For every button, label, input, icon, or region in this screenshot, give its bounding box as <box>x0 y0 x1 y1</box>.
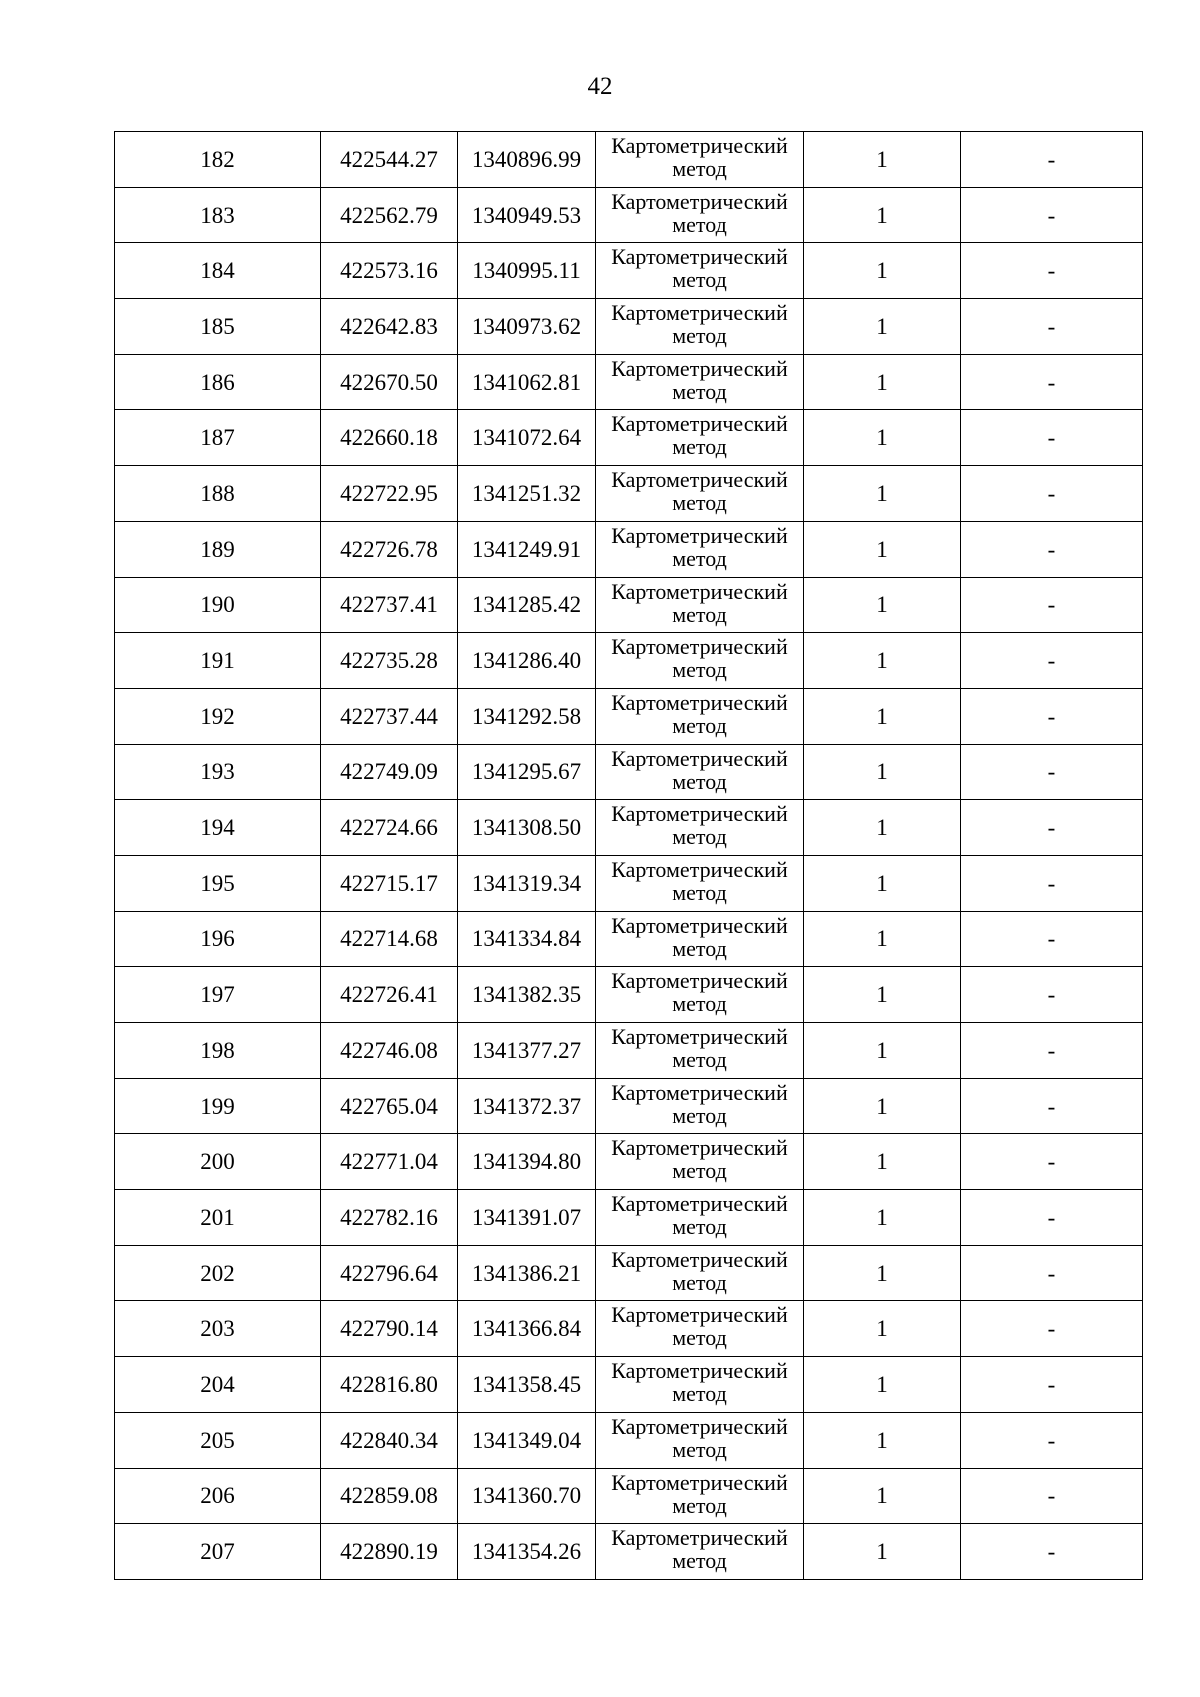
y-coordinate-cell: 1341354.26 <box>458 1524 596 1580</box>
method-line-2: метод <box>672 490 727 516</box>
accuracy-cell: 1 <box>804 466 961 522</box>
table-row <box>115 354 1143 410</box>
accuracy-cell: 1 <box>804 243 961 299</box>
method-line-2: метод <box>672 935 727 961</box>
method-line-2: метод <box>672 323 727 349</box>
accuracy-cell: 1 <box>804 1078 961 1134</box>
method-line-2: метод <box>672 1436 727 1462</box>
x-coordinate-cell: 422796.64 <box>321 1245 458 1301</box>
point-number-cell: 198 <box>115 1023 321 1079</box>
x-coordinate-cell: 422724.66 <box>321 800 458 856</box>
accuracy-cell: 1 <box>804 633 961 689</box>
y-coordinate-cell: 1341386.21 <box>458 1245 596 1301</box>
y-coordinate-cell: 1341251.32 <box>458 466 596 522</box>
method-line-2: метод <box>672 1158 727 1184</box>
y-coordinate-cell: 1341366.84 <box>458 1301 596 1357</box>
method-line-1: Картометрический <box>611 300 788 326</box>
page-number: 42 <box>587 73 613 100</box>
x-coordinate-cell: 422642.83 <box>321 299 458 355</box>
method-line-1: Картометрический <box>611 634 788 660</box>
method-line-1: Картометрический <box>611 411 788 437</box>
x-coordinate-cell: 422715.17 <box>321 855 458 911</box>
note-cell: - <box>961 744 1143 800</box>
table-row <box>115 1078 1143 1134</box>
note-cell: - <box>961 1412 1143 1468</box>
method-cell <box>596 1023 804 1079</box>
method-line-1: Картометрический <box>611 1191 788 1217</box>
y-coordinate-cell: 1341358.45 <box>458 1357 596 1413</box>
method-line-1: Картометрический <box>611 856 788 882</box>
method-line-1: Картометрический <box>611 1079 788 1105</box>
note-cell: - <box>961 855 1143 911</box>
coordinates-table-body <box>115 132 1143 1580</box>
point-number-cell: 200 <box>115 1134 321 1190</box>
method-line-1: Картометрический <box>611 355 788 381</box>
x-coordinate-cell: 422890.19 <box>321 1524 458 1580</box>
note-cell: - <box>961 1524 1143 1580</box>
y-coordinate-cell: 1341360.70 <box>458 1468 596 1524</box>
accuracy-cell: 1 <box>804 299 961 355</box>
accuracy-cell: 1 <box>804 1412 961 1468</box>
method-line-2: метод <box>672 657 727 683</box>
method-cell <box>596 577 804 633</box>
method-line-1: Картометрический <box>611 1413 788 1439</box>
note-cell: - <box>961 688 1143 744</box>
note-cell: - <box>961 1468 1143 1524</box>
method-cell <box>596 855 804 911</box>
method-line-1: Картометрический <box>611 133 788 158</box>
method-cell <box>596 299 804 355</box>
point-number-cell: 182 <box>115 132 321 188</box>
accuracy-cell: 1 <box>804 855 961 911</box>
table-row <box>115 688 1143 744</box>
point-number-cell: 185 <box>115 299 321 355</box>
method-line-1: Картометрический <box>611 1358 788 1384</box>
method-cell <box>596 633 804 689</box>
y-coordinate-cell: 1340896.99 <box>458 132 596 188</box>
point-number-cell: 191 <box>115 633 321 689</box>
method-line-2: метод <box>672 1325 727 1351</box>
table-row <box>115 410 1143 466</box>
method-cell <box>596 187 804 243</box>
accuracy-cell: 1 <box>804 688 961 744</box>
table-row <box>115 1357 1143 1413</box>
note-cell: - <box>961 1245 1143 1301</box>
table-row <box>115 1023 1143 1079</box>
accuracy-cell: 1 <box>804 577 961 633</box>
note-cell: - <box>961 1357 1143 1413</box>
table-row <box>115 633 1143 689</box>
point-number-cell: 204 <box>115 1357 321 1413</box>
y-coordinate-cell: 1341072.64 <box>458 410 596 466</box>
method-line-1: Картометрический <box>611 912 788 938</box>
y-coordinate-cell: 1341292.58 <box>458 688 596 744</box>
note-cell: - <box>961 354 1143 410</box>
method-cell <box>596 410 804 466</box>
x-coordinate-cell: 422737.44 <box>321 688 458 744</box>
method-line-2: метод <box>672 1047 727 1072</box>
table-row <box>115 1190 1143 1246</box>
accuracy-cell: 1 <box>804 800 961 856</box>
table-row <box>115 911 1143 967</box>
method-line-2: метод <box>672 1492 727 1518</box>
x-coordinate-cell: 422714.68 <box>321 911 458 967</box>
table-row <box>115 744 1143 800</box>
y-coordinate-cell: 1341062.81 <box>458 354 596 410</box>
point-number-cell: 186 <box>115 354 321 410</box>
note-cell: - <box>961 1190 1143 1246</box>
table-row <box>115 466 1143 522</box>
method-line-2: метод <box>672 879 727 905</box>
method-line-2: метод <box>672 1381 727 1407</box>
method-cell <box>596 1468 804 1524</box>
method-line-2: метод <box>672 211 727 237</box>
x-coordinate-cell: 422544.27 <box>321 132 458 188</box>
x-coordinate-cell: 422782.16 <box>321 1190 458 1246</box>
method-cell <box>596 967 804 1023</box>
table-row <box>115 187 1143 243</box>
accuracy-cell: 1 <box>804 354 961 410</box>
x-coordinate-cell: 422737.41 <box>321 577 458 633</box>
method-line-2: метод <box>672 1548 727 1574</box>
x-coordinate-cell: 422771.04 <box>321 1134 458 1190</box>
accuracy-cell: 1 <box>804 132 961 188</box>
point-number-cell: 203 <box>115 1301 321 1357</box>
method-cell <box>596 1412 804 1468</box>
table-row <box>115 855 1143 911</box>
table-row <box>115 1134 1143 1190</box>
note-cell: - <box>961 243 1143 299</box>
method-line-1: Картометрический <box>611 968 788 994</box>
method-cell <box>596 1245 804 1301</box>
point-number-cell: 205 <box>115 1412 321 1468</box>
method-cell <box>596 243 804 299</box>
method-line-1: Картометрический <box>611 1525 788 1551</box>
table-row <box>115 299 1143 355</box>
x-coordinate-cell: 422840.34 <box>321 1412 458 1468</box>
point-number-cell: 187 <box>115 410 321 466</box>
method-cell <box>596 1301 804 1357</box>
accuracy-cell: 1 <box>804 1245 961 1301</box>
note-cell: - <box>961 466 1143 522</box>
table-row <box>115 132 1143 188</box>
point-number-cell: 206 <box>115 1468 321 1524</box>
method-line-1: Картометрический <box>611 1469 788 1495</box>
method-line-1: Картометрический <box>611 467 788 493</box>
coordinates-table <box>114 131 1143 1580</box>
x-coordinate-cell: 422660.18 <box>321 410 458 466</box>
method-line-1: Картометрический <box>611 801 788 827</box>
accuracy-cell: 1 <box>804 1301 961 1357</box>
accuracy-cell: 1 <box>804 1134 961 1190</box>
point-number-cell: 197 <box>115 967 321 1023</box>
y-coordinate-cell: 1341372.37 <box>458 1078 596 1134</box>
method-cell <box>596 521 804 577</box>
method-line-1: Картометрический <box>611 522 788 548</box>
table-row <box>115 1301 1143 1357</box>
method-line-1: Картометрический <box>611 745 788 771</box>
y-coordinate-cell: 1341286.40 <box>458 633 596 689</box>
point-number-cell: 196 <box>115 911 321 967</box>
x-coordinate-cell: 422790.14 <box>321 1301 458 1357</box>
method-cell <box>596 911 804 967</box>
table-row <box>115 1468 1143 1524</box>
note-cell: - <box>961 911 1143 967</box>
method-cell <box>596 1357 804 1413</box>
point-number-cell: 188 <box>115 466 321 522</box>
x-coordinate-cell: 422573.16 <box>321 243 458 299</box>
method-line-2: метод <box>672 1214 727 1240</box>
point-number-cell: 189 <box>115 521 321 577</box>
x-coordinate-cell: 422735.28 <box>321 633 458 689</box>
table-row <box>115 1524 1143 1580</box>
method-line-2: метод <box>672 1269 727 1295</box>
x-coordinate-cell: 422816.80 <box>321 1357 458 1413</box>
point-number-cell: 195 <box>115 855 321 911</box>
x-coordinate-cell: 422670.50 <box>321 354 458 410</box>
y-coordinate-cell: 1341249.91 <box>458 521 596 577</box>
accuracy-cell: 1 <box>804 967 961 1023</box>
point-number-cell: 199 <box>115 1078 321 1134</box>
table-row <box>115 577 1143 633</box>
method-line-2: метод <box>672 1102 727 1128</box>
y-coordinate-cell: 1341319.34 <box>458 855 596 911</box>
note-cell: - <box>961 800 1143 856</box>
accuracy-cell: 1 <box>804 911 961 967</box>
point-number-cell: 207 <box>115 1524 321 1580</box>
accuracy-cell: 1 <box>804 1023 961 1079</box>
method-line-2: метод <box>672 601 727 627</box>
note-cell: - <box>961 1078 1143 1134</box>
y-coordinate-cell: 1341382.35 <box>458 967 596 1023</box>
method-cell <box>596 688 804 744</box>
method-line-1: Картометрический <box>611 578 788 604</box>
point-number-cell: 202 <box>115 1245 321 1301</box>
accuracy-cell: 1 <box>804 1190 961 1246</box>
method-line-2: метод <box>672 545 727 571</box>
method-line-1: Картометрический <box>611 244 788 270</box>
accuracy-cell: 1 <box>804 744 961 800</box>
x-coordinate-cell: 422562.79 <box>321 187 458 243</box>
y-coordinate-cell: 1341377.27 <box>458 1023 596 1079</box>
note-cell: - <box>961 132 1143 188</box>
y-coordinate-cell: 1341391.07 <box>458 1190 596 1246</box>
y-coordinate-cell: 1341295.67 <box>458 744 596 800</box>
y-coordinate-cell: 1341349.04 <box>458 1412 596 1468</box>
point-number-cell: 194 <box>115 800 321 856</box>
method-line-1: Картометрический <box>611 1135 788 1161</box>
table-row <box>115 967 1143 1023</box>
note-cell: - <box>961 577 1143 633</box>
y-coordinate-cell: 1341334.84 <box>458 911 596 967</box>
method-cell <box>596 1190 804 1246</box>
accuracy-cell: 1 <box>804 1524 961 1580</box>
point-number-cell: 192 <box>115 688 321 744</box>
method-cell <box>596 1134 804 1190</box>
method-line-2: метод <box>672 378 727 404</box>
x-coordinate-cell: 422749.09 <box>321 744 458 800</box>
method-line-2: метод <box>672 434 727 460</box>
y-coordinate-cell: 1341394.80 <box>458 1134 596 1190</box>
method-cell <box>596 354 804 410</box>
method-line-1: Картометрический <box>611 689 788 715</box>
note-cell: - <box>961 410 1143 466</box>
accuracy-cell: 1 <box>804 410 961 466</box>
x-coordinate-cell: 422746.08 <box>321 1023 458 1079</box>
point-number-cell: 190 <box>115 577 321 633</box>
accuracy-cell: 1 <box>804 1468 961 1524</box>
method-line-2: метод <box>672 991 727 1017</box>
note-cell: - <box>961 1023 1143 1079</box>
method-line-1: Картометрический <box>611 1302 788 1328</box>
note-cell: - <box>961 187 1143 243</box>
x-coordinate-cell: 422859.08 <box>321 1468 458 1524</box>
method-line-2: метод <box>672 156 727 181</box>
point-number-cell: 183 <box>115 187 321 243</box>
table-row <box>115 1412 1143 1468</box>
method-cell <box>596 132 804 188</box>
y-coordinate-cell: 1340973.62 <box>458 299 596 355</box>
note-cell: - <box>961 521 1143 577</box>
method-line-1: Картометрический <box>611 1246 788 1272</box>
y-coordinate-cell: 1341308.50 <box>458 800 596 856</box>
accuracy-cell: 1 <box>804 1357 961 1413</box>
method-line-1: Картометрический <box>611 1024 788 1049</box>
accuracy-cell: 1 <box>804 187 961 243</box>
note-cell: - <box>961 299 1143 355</box>
table-row <box>115 243 1143 299</box>
y-coordinate-cell: 1340995.11 <box>458 243 596 299</box>
method-line-2: метод <box>672 768 727 794</box>
method-cell <box>596 466 804 522</box>
method-cell <box>596 1078 804 1134</box>
method-line-1: Картометрический <box>611 188 788 214</box>
note-cell: - <box>961 633 1143 689</box>
table-row <box>115 521 1143 577</box>
x-coordinate-cell: 422726.78 <box>321 521 458 577</box>
table-row <box>115 800 1143 856</box>
x-coordinate-cell: 422765.04 <box>321 1078 458 1134</box>
method-cell <box>596 1524 804 1580</box>
note-cell: - <box>961 1134 1143 1190</box>
method-cell <box>596 744 804 800</box>
note-cell: - <box>961 967 1143 1023</box>
method-line-2: метод <box>672 712 727 738</box>
y-coordinate-cell: 1340949.53 <box>458 187 596 243</box>
accuracy-cell: 1 <box>804 521 961 577</box>
point-number-cell: 201 <box>115 1190 321 1246</box>
note-cell: - <box>961 1301 1143 1357</box>
x-coordinate-cell: 422722.95 <box>321 466 458 522</box>
table-row <box>115 1245 1143 1301</box>
x-coordinate-cell: 422726.41 <box>321 967 458 1023</box>
y-coordinate-cell: 1341285.42 <box>458 577 596 633</box>
point-number-cell: 184 <box>115 243 321 299</box>
point-number-cell: 193 <box>115 744 321 800</box>
method-cell <box>596 800 804 856</box>
method-line-2: метод <box>672 267 727 293</box>
method-line-2: метод <box>672 824 727 850</box>
